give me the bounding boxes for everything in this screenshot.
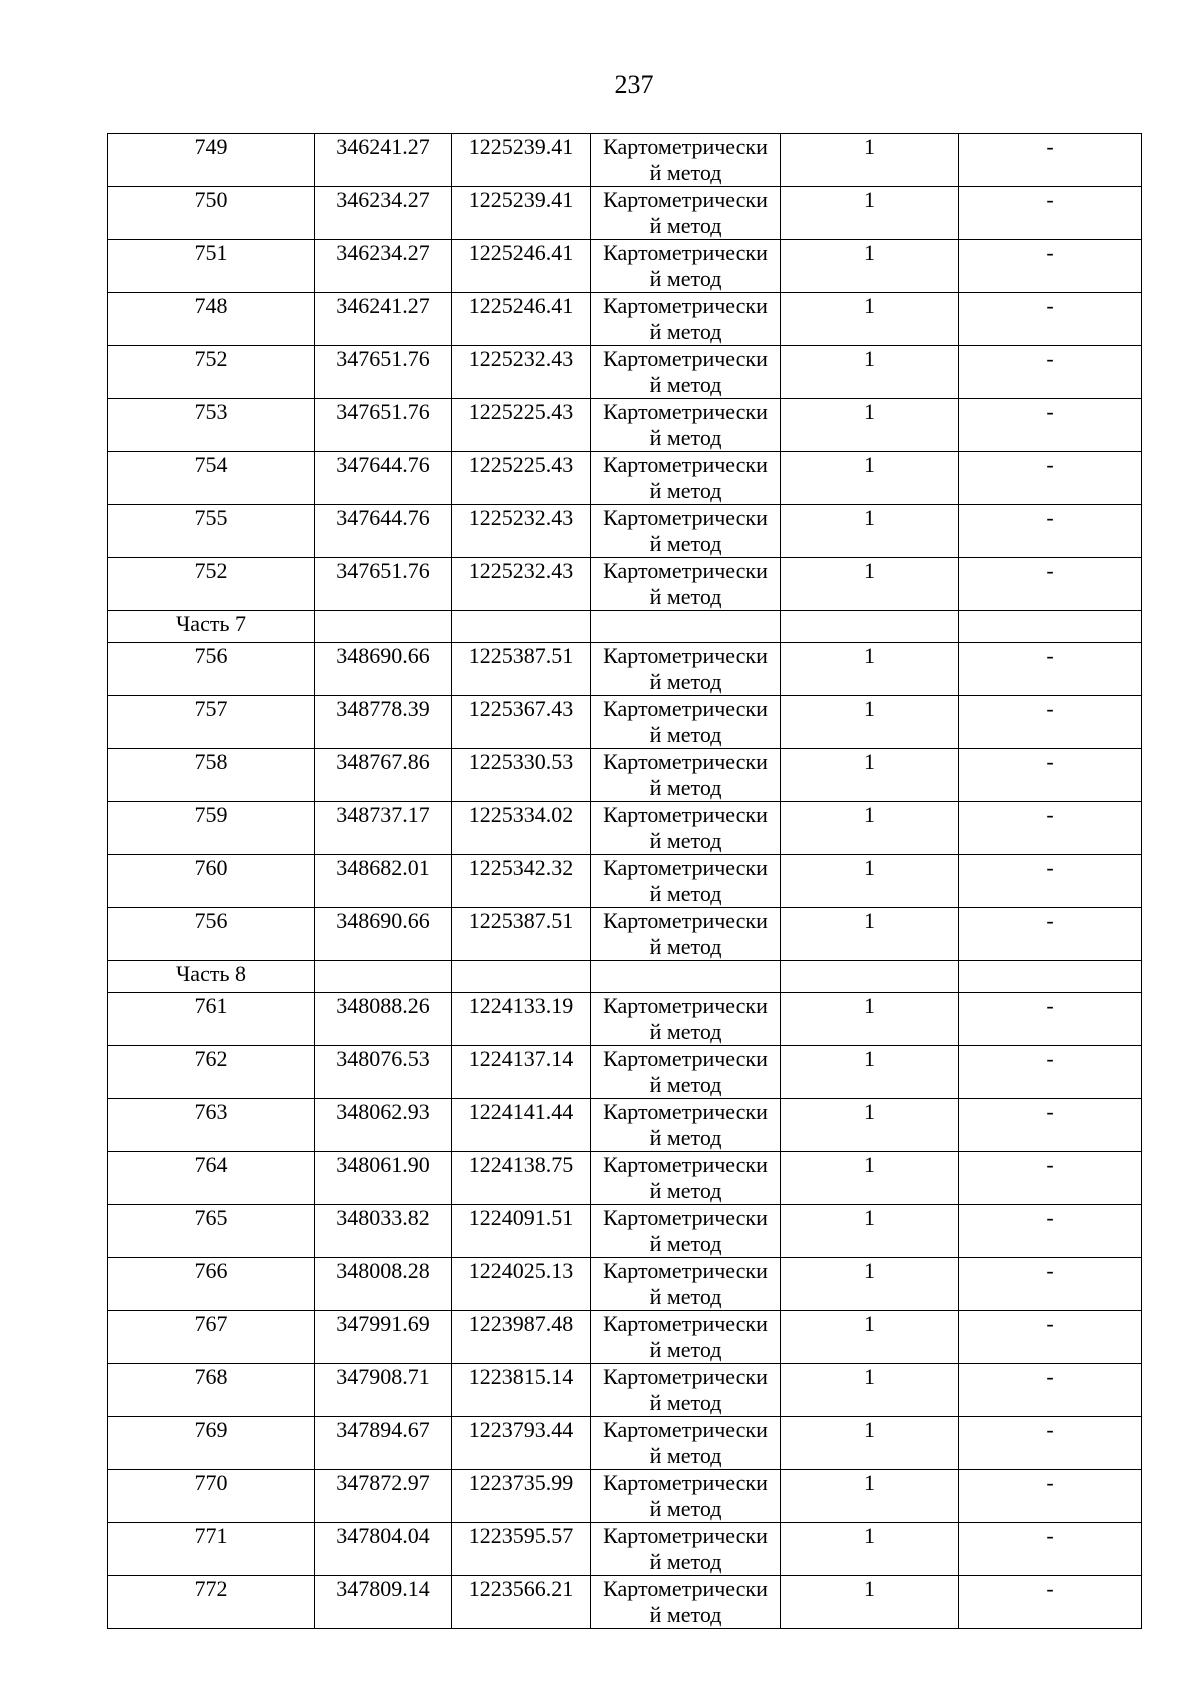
method-text-line2: й метод: [649, 478, 722, 503]
table-row: [108, 346, 1142, 399]
method-text-line2: й метод: [649, 775, 722, 800]
method-text-line1: Картометрически: [603, 993, 768, 1018]
note-cell: -: [959, 993, 1142, 1046]
method-text-line1: Картометрически: [603, 1576, 768, 1601]
accuracy-cell: 1: [781, 505, 959, 558]
note-cell: -: [959, 1364, 1142, 1417]
x-coordinate-cell: 348061.90: [315, 1152, 452, 1205]
y-coordinate-cell: 1225239.41: [452, 187, 591, 240]
x-coordinate-cell: 348690.66: [315, 643, 452, 696]
note-cell: -: [959, 802, 1142, 855]
note-cell: -: [959, 1523, 1142, 1576]
method-text-line2: й метод: [649, 1072, 722, 1097]
table-body: [108, 134, 1142, 1629]
accuracy-cell: 1: [781, 452, 959, 505]
table-row: [108, 1523, 1142, 1576]
method-text-line1: Картометрически: [603, 293, 768, 318]
x-coordinate-cell: 347651.76: [315, 558, 452, 611]
point-number-cell: 770: [108, 1470, 315, 1523]
table-row: [108, 1046, 1142, 1099]
x-coordinate-cell: 347651.76: [315, 399, 452, 452]
method-cell: [591, 749, 781, 802]
x-coordinate-cell: 347809.14: [315, 1576, 452, 1629]
table-row: [108, 1099, 1142, 1152]
page-number: 237: [614, 70, 654, 99]
x-coordinate-cell: 347872.97: [315, 1470, 452, 1523]
empty-cell: [315, 961, 452, 993]
table-row: [108, 855, 1142, 908]
y-coordinate-cell: 1223595.57: [452, 1523, 591, 1576]
note-cell: -: [959, 505, 1142, 558]
method-cell: [591, 1152, 781, 1205]
note-cell: -: [959, 1046, 1142, 1099]
part-header-row: [108, 611, 1142, 643]
point-number-cell: 749: [108, 134, 315, 187]
y-coordinate-cell: 1225387.51: [452, 908, 591, 961]
note-cell: -: [959, 240, 1142, 293]
method-cell: [591, 187, 781, 240]
point-number-cell: 753: [108, 399, 315, 452]
x-coordinate-cell: 347894.67: [315, 1417, 452, 1470]
method-text-line1: Картометрически: [603, 1152, 768, 1177]
method-cell: [591, 346, 781, 399]
point-number-cell: 752: [108, 558, 315, 611]
point-number-cell: 750: [108, 187, 315, 240]
method-text-line1: Картометрически: [603, 1099, 768, 1124]
note-cell: -: [959, 696, 1142, 749]
x-coordinate-cell: 346234.27: [315, 187, 452, 240]
accuracy-cell: 1: [781, 993, 959, 1046]
method-text-line2: й метод: [649, 319, 722, 344]
table-row: [108, 452, 1142, 505]
method-cell: [591, 855, 781, 908]
y-coordinate-cell: 1225225.43: [452, 399, 591, 452]
point-number-cell: 771: [108, 1523, 315, 1576]
point-number-cell: 759: [108, 802, 315, 855]
method-text-line2: й метод: [649, 1496, 722, 1521]
y-coordinate-cell: 1225232.43: [452, 558, 591, 611]
point-number-cell: 757: [108, 696, 315, 749]
point-number-cell: 755: [108, 505, 315, 558]
empty-cell: [452, 961, 591, 993]
empty-cell: [959, 961, 1142, 993]
y-coordinate-cell: 1225330.53: [452, 749, 591, 802]
method-cell: [591, 1258, 781, 1311]
accuracy-cell: 1: [781, 1099, 959, 1152]
point-number-cell: 751: [108, 240, 315, 293]
method-text-line1: Картометрически: [603, 696, 768, 721]
y-coordinate-cell: 1223566.21: [452, 1576, 591, 1629]
x-coordinate-cell: 347651.76: [315, 346, 452, 399]
method-text-line2: й метод: [649, 531, 722, 556]
note-cell: -: [959, 558, 1142, 611]
method-text-line1: Картометрически: [603, 505, 768, 530]
y-coordinate-cell: 1224025.13: [452, 1258, 591, 1311]
accuracy-cell: 1: [781, 1152, 959, 1205]
point-number-cell: 756: [108, 643, 315, 696]
empty-cell: [781, 611, 959, 643]
note-cell: -: [959, 1470, 1142, 1523]
table-row: [108, 749, 1142, 802]
point-number-cell: 763: [108, 1099, 315, 1152]
note-cell: -: [959, 452, 1142, 505]
x-coordinate-cell: 346241.27: [315, 293, 452, 346]
y-coordinate-cell: 1225225.43: [452, 452, 591, 505]
point-number-cell: 768: [108, 1364, 315, 1417]
part-label: Часть 7: [108, 611, 315, 643]
method-text-line2: й метод: [649, 1231, 722, 1256]
x-coordinate-cell: 348737.17: [315, 802, 452, 855]
method-text-line1: Картометрически: [603, 1523, 768, 1548]
x-coordinate-cell: 348767.86: [315, 749, 452, 802]
part-label: Часть 8: [108, 961, 315, 993]
method-text-line1: Картометрически: [603, 802, 768, 827]
point-number-cell: 769: [108, 1417, 315, 1470]
method-cell: [591, 240, 781, 293]
y-coordinate-cell: 1224138.75: [452, 1152, 591, 1205]
point-number-cell: 762: [108, 1046, 315, 1099]
empty-cell: [315, 611, 452, 643]
table-row: [108, 1311, 1142, 1364]
table-row: [108, 908, 1142, 961]
table-row: [108, 1152, 1142, 1205]
accuracy-cell: 1: [781, 240, 959, 293]
point-number-cell: 767: [108, 1311, 315, 1364]
accuracy-cell: 1: [781, 696, 959, 749]
method-cell: [591, 1099, 781, 1152]
note-cell: -: [959, 643, 1142, 696]
method-cell: [591, 1523, 781, 1576]
accuracy-cell: 1: [781, 1311, 959, 1364]
y-coordinate-cell: 1225232.43: [452, 505, 591, 558]
note-cell: -: [959, 1576, 1142, 1629]
method-cell: [591, 134, 781, 187]
table-row: [108, 643, 1142, 696]
x-coordinate-cell: 348682.01: [315, 855, 452, 908]
y-coordinate-cell: 1224133.19: [452, 993, 591, 1046]
note-cell: -: [959, 187, 1142, 240]
method-cell: [591, 696, 781, 749]
y-coordinate-cell: 1223793.44: [452, 1417, 591, 1470]
note-cell: -: [959, 1152, 1142, 1205]
accuracy-cell: 1: [781, 1205, 959, 1258]
note-cell: -: [959, 749, 1142, 802]
x-coordinate-cell: 348088.26: [315, 993, 452, 1046]
x-coordinate-cell: 348076.53: [315, 1046, 452, 1099]
method-text-line2: й метод: [649, 722, 722, 747]
method-cell: [591, 1205, 781, 1258]
method-text-line1: Картометрически: [603, 1046, 768, 1071]
method-cell: [591, 908, 781, 961]
table-row: [108, 134, 1142, 187]
y-coordinate-cell: 1225232.43: [452, 346, 591, 399]
table-row: [108, 696, 1142, 749]
empty-cell: [959, 611, 1142, 643]
method-text-line2: й метод: [649, 669, 722, 694]
accuracy-cell: 1: [781, 643, 959, 696]
table-row: [108, 993, 1142, 1046]
coordinates-table: [107, 133, 1142, 1629]
method-text-line2: й метод: [649, 584, 722, 609]
method-text-line1: Картометрически: [603, 1470, 768, 1495]
empty-cell: [591, 611, 781, 643]
x-coordinate-cell: 348062.93: [315, 1099, 452, 1152]
table-row: [108, 1576, 1142, 1629]
accuracy-cell: 1: [781, 1258, 959, 1311]
method-text-line2: й метод: [649, 1337, 722, 1362]
y-coordinate-cell: 1225387.51: [452, 643, 591, 696]
point-number-cell: 752: [108, 346, 315, 399]
point-number-cell: 754: [108, 452, 315, 505]
accuracy-cell: 1: [781, 802, 959, 855]
method-text-line1: Картометрически: [603, 1205, 768, 1230]
y-coordinate-cell: 1225367.43: [452, 696, 591, 749]
accuracy-cell: 1: [781, 1576, 959, 1629]
x-coordinate-cell: 348033.82: [315, 1205, 452, 1258]
method-text-line2: й метод: [649, 828, 722, 853]
y-coordinate-cell: 1224141.44: [452, 1099, 591, 1152]
note-cell: -: [959, 1258, 1142, 1311]
method-text-line2: й метод: [649, 213, 722, 238]
point-number-cell: 760: [108, 855, 315, 908]
point-number-cell: 764: [108, 1152, 315, 1205]
method-text-line2: й метод: [649, 1125, 722, 1150]
note-cell: -: [959, 293, 1142, 346]
method-text-line2: й метод: [649, 425, 722, 450]
method-cell: [591, 1364, 781, 1417]
point-number-cell: 766: [108, 1258, 315, 1311]
method-cell: [591, 452, 781, 505]
table-row: [108, 1205, 1142, 1258]
method-cell: [591, 643, 781, 696]
method-text-line2: й метод: [649, 881, 722, 906]
accuracy-cell: 1: [781, 855, 959, 908]
accuracy-cell: 1: [781, 908, 959, 961]
y-coordinate-cell: 1225246.41: [452, 293, 591, 346]
note-cell: -: [959, 1311, 1142, 1364]
method-text-line2: й метод: [649, 266, 722, 291]
method-text-line2: й метод: [649, 1549, 722, 1574]
accuracy-cell: 1: [781, 293, 959, 346]
note-cell: -: [959, 399, 1142, 452]
table-row: [108, 1470, 1142, 1523]
accuracy-cell: 1: [781, 1046, 959, 1099]
point-number-cell: 765: [108, 1205, 315, 1258]
method-cell: [591, 1576, 781, 1629]
table-row: [108, 293, 1142, 346]
method-cell: [591, 802, 781, 855]
accuracy-cell: 1: [781, 749, 959, 802]
x-coordinate-cell: 347804.04: [315, 1523, 452, 1576]
method-text-line2: й метод: [649, 372, 722, 397]
method-text-line1: Картометрически: [603, 134, 768, 159]
table-row: [108, 1258, 1142, 1311]
y-coordinate-cell: 1224137.14: [452, 1046, 591, 1099]
y-coordinate-cell: 1224091.51: [452, 1205, 591, 1258]
accuracy-cell: 1: [781, 558, 959, 611]
method-text-line1: Картометрически: [603, 1311, 768, 1336]
accuracy-cell: 1: [781, 399, 959, 452]
accuracy-cell: 1: [781, 1523, 959, 1576]
method-text-line2: й метод: [649, 1019, 722, 1044]
method-cell: [591, 558, 781, 611]
note-cell: -: [959, 1417, 1142, 1470]
method-text-line2: й метод: [649, 1284, 722, 1309]
method-text-line1: Картометрически: [603, 346, 768, 371]
accuracy-cell: 1: [781, 346, 959, 399]
table-row: [108, 1364, 1142, 1417]
method-cell: [591, 505, 781, 558]
x-coordinate-cell: 347908.71: [315, 1364, 452, 1417]
point-number-cell: 761: [108, 993, 315, 1046]
accuracy-cell: 1: [781, 1470, 959, 1523]
method-text-line1: Картометрически: [603, 399, 768, 424]
table-row: [108, 187, 1142, 240]
x-coordinate-cell: 348778.39: [315, 696, 452, 749]
x-coordinate-cell: 346234.27: [315, 240, 452, 293]
note-cell: -: [959, 855, 1142, 908]
method-cell: [591, 1417, 781, 1470]
point-number-cell: 748: [108, 293, 315, 346]
method-text-line1: Картометрически: [603, 749, 768, 774]
y-coordinate-cell: 1223735.99: [452, 1470, 591, 1523]
method-text-line1: Картометрически: [603, 1258, 768, 1283]
method-text-line1: Картометрически: [603, 452, 768, 477]
table-row: [108, 802, 1142, 855]
note-cell: -: [959, 134, 1142, 187]
x-coordinate-cell: 347644.76: [315, 505, 452, 558]
table-row: [108, 558, 1142, 611]
table-row: [108, 240, 1142, 293]
x-coordinate-cell: 347991.69: [315, 1311, 452, 1364]
method-text-line2: й метод: [649, 1390, 722, 1415]
y-coordinate-cell: 1225342.32: [452, 855, 591, 908]
y-coordinate-cell: 1223815.14: [452, 1364, 591, 1417]
method-cell: [591, 399, 781, 452]
empty-cell: [781, 961, 959, 993]
method-text-line1: Картометрически: [603, 1364, 768, 1389]
x-coordinate-cell: 348008.28: [315, 1258, 452, 1311]
method-text-line1: Картометрически: [603, 643, 768, 668]
y-coordinate-cell: 1225246.41: [452, 240, 591, 293]
method-text-line2: й метод: [649, 1602, 722, 1627]
empty-cell: [591, 961, 781, 993]
point-number-cell: 772: [108, 1576, 315, 1629]
method-text-line2: й метод: [649, 934, 722, 959]
table-row: [108, 399, 1142, 452]
y-coordinate-cell: 1225239.41: [452, 134, 591, 187]
note-cell: -: [959, 346, 1142, 399]
note-cell: -: [959, 908, 1142, 961]
method-cell: [591, 1311, 781, 1364]
method-cell: [591, 993, 781, 1046]
accuracy-cell: 1: [781, 1364, 959, 1417]
y-coordinate-cell: 1225334.02: [452, 802, 591, 855]
method-text-line1: Картометрически: [603, 558, 768, 583]
method-cell: [591, 293, 781, 346]
point-number-cell: 758: [108, 749, 315, 802]
method-text-line2: й метод: [649, 1178, 722, 1203]
point-number-cell: 756: [108, 908, 315, 961]
note-cell: -: [959, 1205, 1142, 1258]
table-row: [108, 505, 1142, 558]
method-text-line1: Картометрически: [603, 187, 768, 212]
y-coordinate-cell: 1223987.48: [452, 1311, 591, 1364]
method-text-line1: Картометрически: [603, 1417, 768, 1442]
accuracy-cell: 1: [781, 134, 959, 187]
method-text-line2: й метод: [649, 160, 722, 185]
accuracy-cell: 1: [781, 1417, 959, 1470]
method-text-line2: й метод: [649, 1443, 722, 1468]
x-coordinate-cell: 348690.66: [315, 908, 452, 961]
method-text-line1: Картометрически: [603, 908, 768, 933]
table-row: [108, 1417, 1142, 1470]
accuracy-cell: 1: [781, 187, 959, 240]
method-cell: [591, 1046, 781, 1099]
note-cell: -: [959, 1099, 1142, 1152]
empty-cell: [452, 611, 591, 643]
method-text-line1: Картометрически: [603, 855, 768, 880]
x-coordinate-cell: 347644.76: [315, 452, 452, 505]
method-cell: [591, 1470, 781, 1523]
part-header-row: [108, 961, 1142, 993]
x-coordinate-cell: 346241.27: [315, 134, 452, 187]
method-text-line1: Картометрически: [603, 240, 768, 265]
